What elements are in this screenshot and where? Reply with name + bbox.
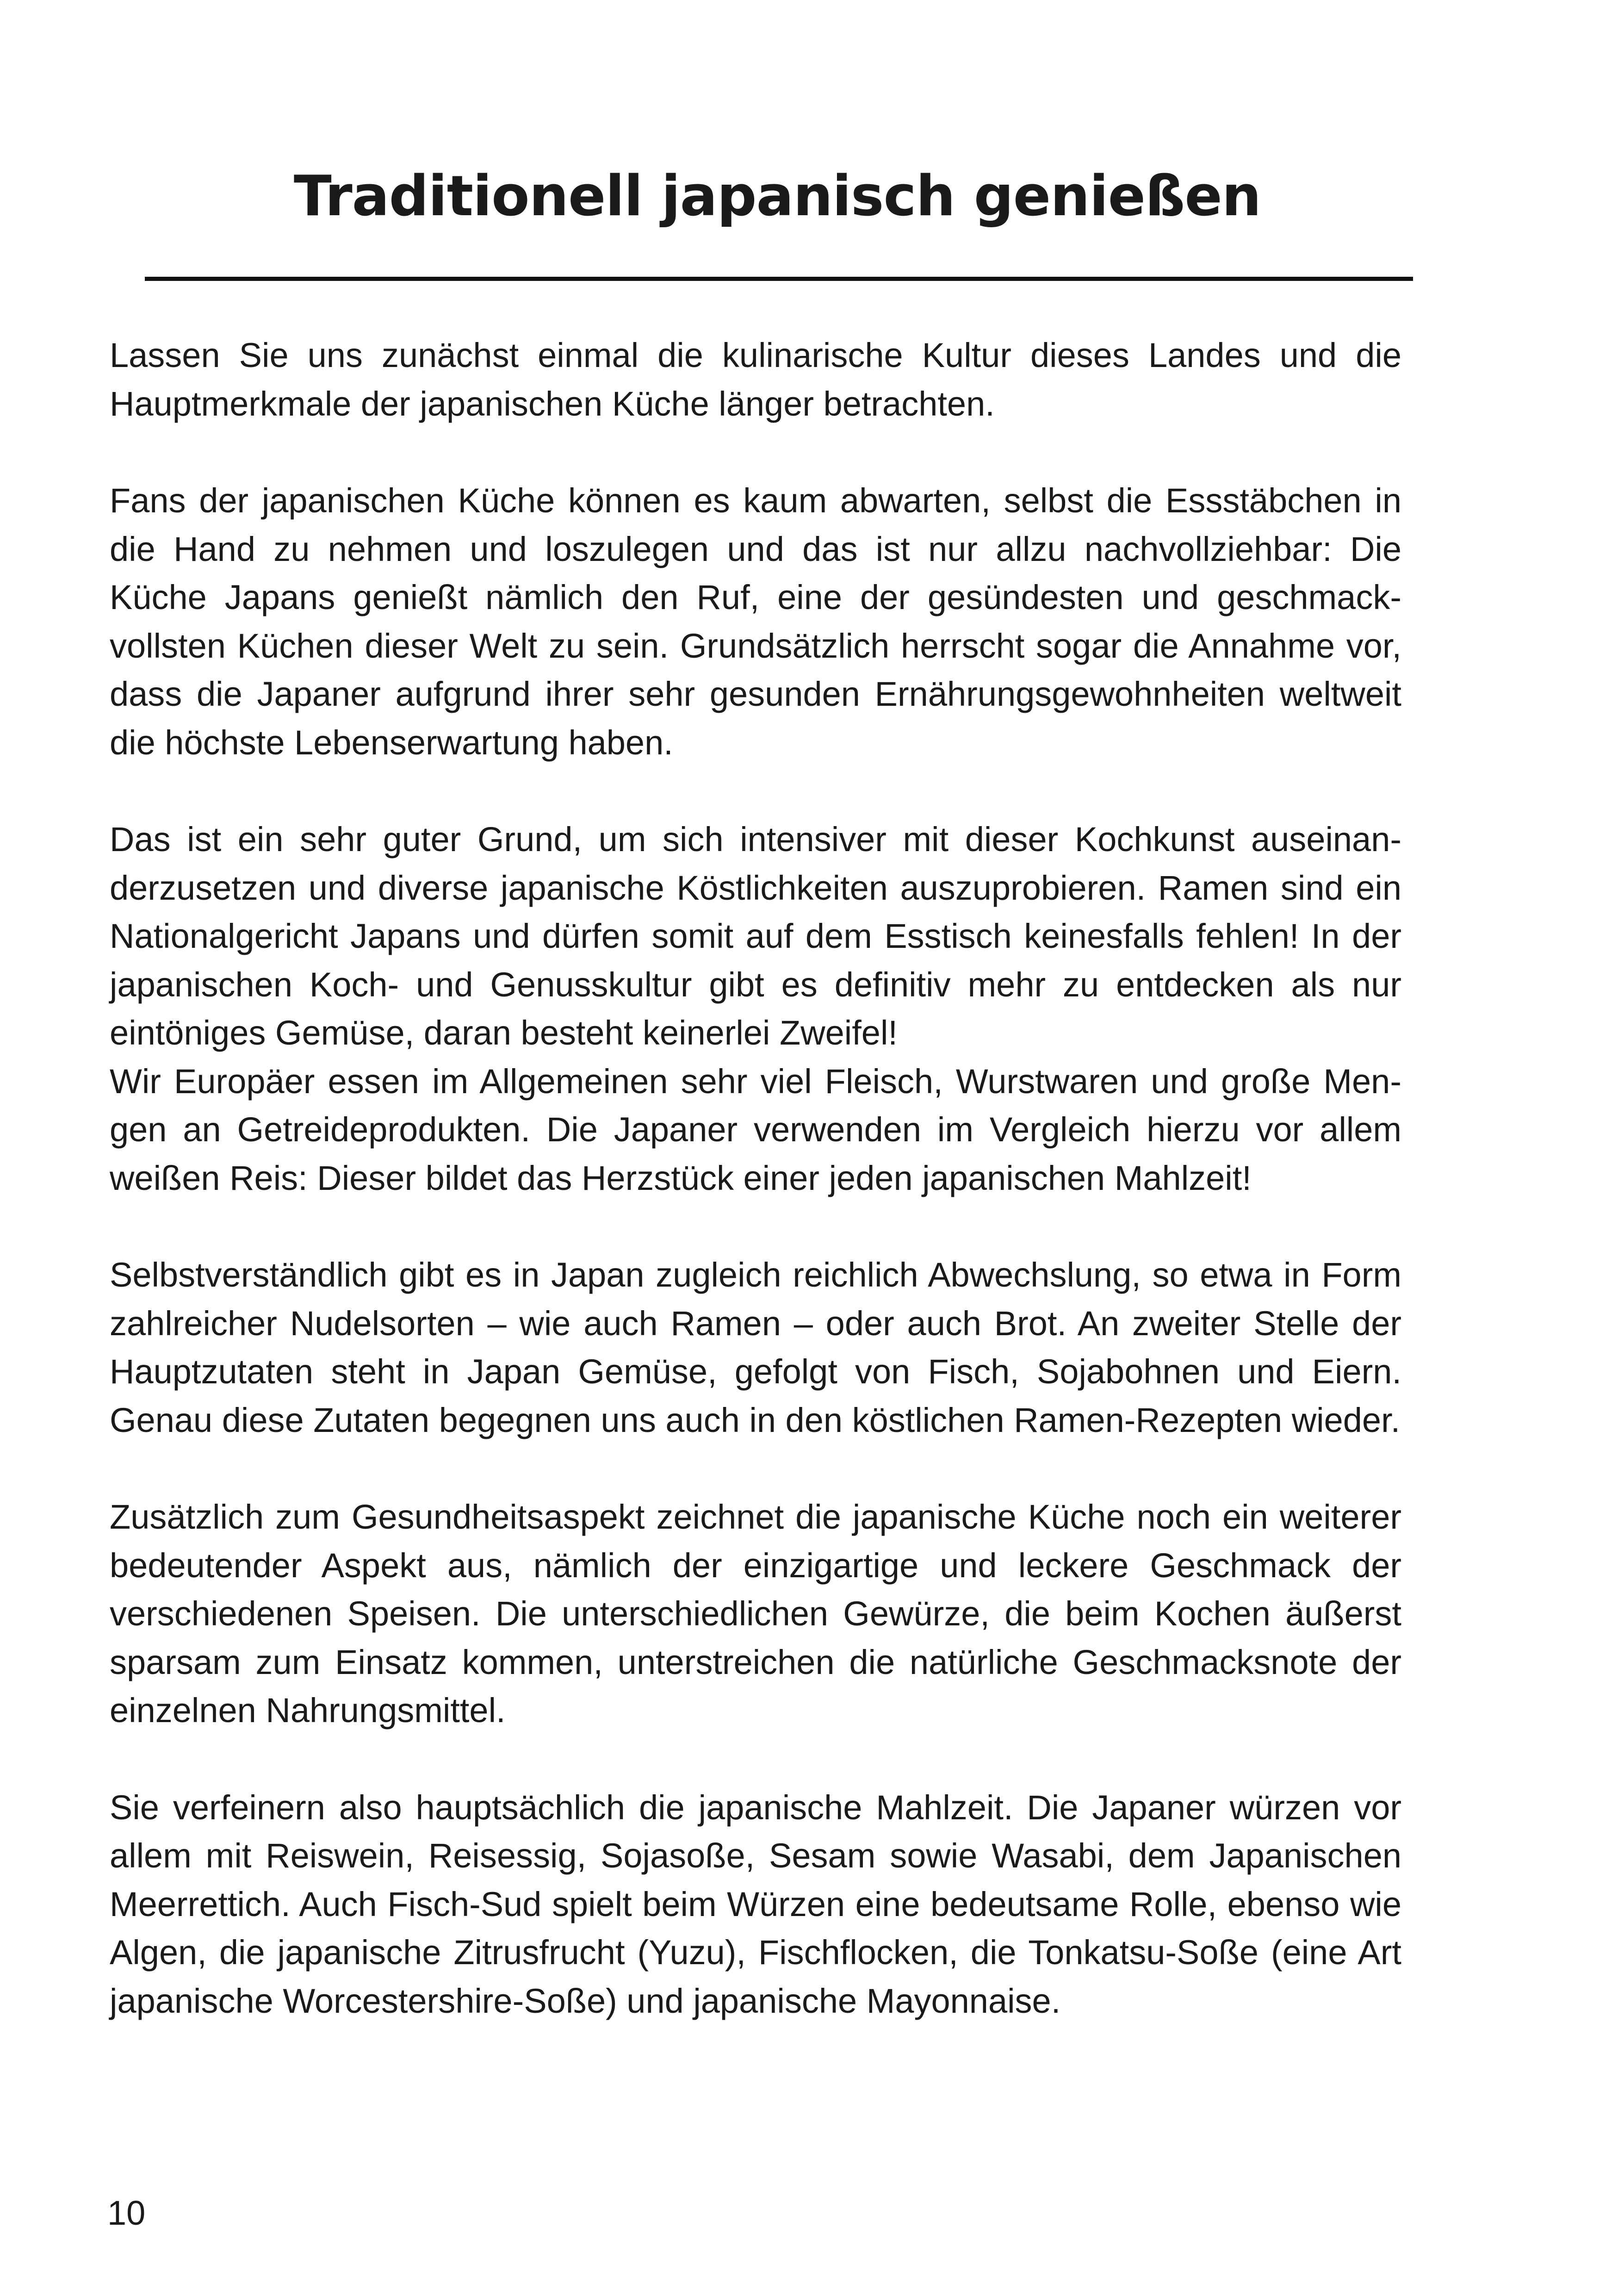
paragraph-intro: Lassen Sie uns zunächst einmal die kulinarische Kultur dieses Landes und die Hauptmerkmale der japanischen Küche länger betrachten.: [110, 336, 1401, 423]
page-number: 10: [107, 2194, 146, 2232]
page-title: Traditionell japanisch genießen: [293, 164, 1261, 229]
paragraph-europaeer: Wir Europäer essen im Allgemeinen sehr viel Fleisch, Wurstwaren und große Mengen an Getreideprodukten. Die Japaner verwenden im Vergleich hierzu vor allem weißen Reis: Dieser bildet das Herzstück einer jeden japanischen Mahlzeit!: [110, 1062, 1401, 1197]
paragraph-gewuerze: Sie verfeinern also hauptsächlich die japanische Mahlzeit. Die Japaner würzen vor allem mit Reiswein, Reisessig, Sojasoße, Sesam sowie Wasabi, dem Japanischen Meerrettich. Auch Fisch-Sud spielt beim Würzen eine bedeutsame Rolle, ebenso wie Algen, die japanische Zitrusfrucht (Yuzu), Fischflocken, die Tonkatsu-Soße (eine Art japanische Worcestershire-Soße) und japanische Mayonnaise.: [110, 1788, 1401, 2020]
paragraph-geschmack: Zusätzlich zum Gesundheitsaspekt zeichnet die japanische Küche noch ein weiterer bedeutender Aspekt aus, nämlich der einzigartige und leckere Geschmack der verschiedenen Speisen. Die unterschiedlichen Gewürze, die beim Kochen äußerst sparsam zum Einsatz kommen, unterstreichen die natürliche Geschmacksnote der einzelnen Nahrungsmittel.: [110, 1498, 1401, 1730]
paragraph-abwechslung: Selbstverständlich gibt es in Japan zugleich reichlich Abwechslung, so etwa in Form zahlreicher Nudelsorten – wie auch Ramen – oder auch Brot. An zweiter Stelle der Hauptzutaten steht in Japan Gemüse, gefolgt von Fisch, Sojabohnen und Eiern. Genau diese Zutaten begegnen uns auch in den köstlichen Ramen-Rezepten wieder.: [110, 1256, 1401, 1439]
paragraph-kochkunst: Das ist ein sehr guter Grund, um sich intensiver mit dieser Kochkunst auseinanderzusetzen und diverse japanische Köstlichkeiten auszuprobieren. Ramen sind ein Nationalgericht Japans und dürfen somit auf dem Esstisch keinesfalls fehlen! In der japanischen Koch- und Genusskultur gibt es definitiv mehr zu entdecken als nur eintöniges Gemüse, daran besteht keinerlei Zweifel!: [110, 820, 1401, 1052]
title-divider: [145, 277, 1413, 281]
body-text: [110, 331, 1401, 2074]
paragraph-fans: Fans der japanischen Küche können es kaum abwarten, selbst die Essstäbchen in die Hand zu nehmen und loszulegen und das ist nur allzu nachvollziehbar: Die Küche Japans genießt nämlich den Ruf, eine der gesündesten und geschmackvollsten Küchen dieser Welt zu sein. Grundsätzlich herrscht sogar die Annahme vor, dass die Japaner aufgrund ihrer sehr gesunden Ernährungsgewohnheiten weltweit die höchste Lebenserwartung haben.: [110, 481, 1401, 762]
